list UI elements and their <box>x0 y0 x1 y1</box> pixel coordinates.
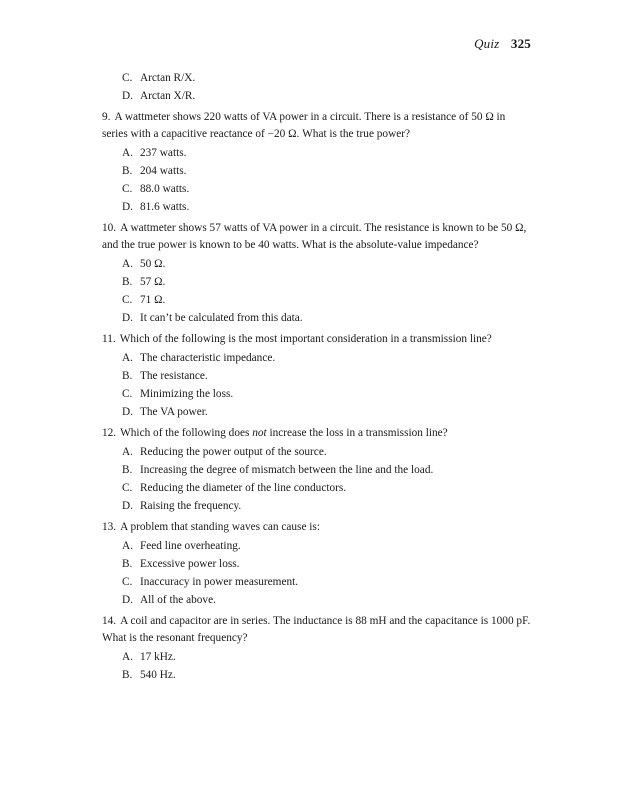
option-letter: A. <box>122 258 133 270</box>
question-number: 9. <box>102 111 111 123</box>
option-text: 237 watts. <box>140 147 187 159</box>
option-carry-c <box>102 70 532 87</box>
page-number: 325 <box>510 36 531 51</box>
option-text: Arctan R/X. <box>140 72 196 84</box>
question-text: A wattmeter shows 57 watts of VA power in a circuit. The resistance is known to be 50 Ω, and the true power is known to be 40 watts. What is the absolute-value impedance? <box>102 222 527 251</box>
q10-option-c <box>102 292 532 309</box>
option-letter: D. <box>122 90 133 102</box>
q14-option-a <box>102 649 532 666</box>
question-12 <box>102 425 532 442</box>
option-text: 50 Ω. <box>140 258 166 270</box>
question-14 <box>102 613 532 647</box>
option-letter: C. <box>122 482 133 494</box>
question-text: Which of the following is the most important consideration in a transmission line? <box>119 333 492 345</box>
option-text: Raising the frequency. <box>140 500 242 512</box>
question-text-before: Which of the following does <box>120 427 253 439</box>
option-text: The VA power. <box>140 406 208 418</box>
question-number: 14. <box>102 615 117 627</box>
option-text: 81.6 watts. <box>140 201 190 213</box>
option-letter: C. <box>122 576 133 588</box>
option-text: The resistance. <box>140 370 208 382</box>
question-text-emphasis: not <box>252 427 267 439</box>
q10-option-a <box>102 256 532 273</box>
q9-option-d <box>102 199 532 216</box>
option-text: 88.0 watts. <box>140 183 190 195</box>
option-carry-d <box>102 88 532 105</box>
option-letter: B. <box>122 464 133 476</box>
option-letter: A. <box>122 651 133 663</box>
option-letter: A. <box>122 540 133 552</box>
q9-option-b <box>102 163 532 180</box>
question-number: 11. <box>102 333 116 345</box>
option-letter: D. <box>122 312 133 324</box>
option-letter: D. <box>122 594 133 606</box>
q9-option-a <box>102 145 532 162</box>
question-text: A problem that standing waves can cause is: <box>120 521 320 533</box>
question-text: A wattmeter shows 220 watts of VA power in a circuit. There is a resistance of 50 Ω in series with a capacitive reactance of −20 Ω. What is the true power? <box>102 111 506 140</box>
question-9 <box>102 109 532 143</box>
option-letter: C. <box>122 72 133 84</box>
q14-option-b <box>102 667 532 684</box>
option-text: Excessive power loss. <box>140 558 240 570</box>
option-text: Inaccuracy in power measurement. <box>140 576 299 588</box>
option-text: 57 Ω. <box>140 276 166 288</box>
question-number: 10. <box>102 222 117 234</box>
q13-option-c <box>102 574 532 591</box>
q11-option-a <box>102 350 532 367</box>
q10-option-b <box>102 274 532 291</box>
option-letter: B. <box>122 558 133 570</box>
question-text: A coil and capacitor are in series. The inductance is 88 mH and the capacitance is 1000 pF. What is the resonant frequency? <box>102 615 531 644</box>
option-text: The characteristic impedance. <box>140 352 276 364</box>
q11-option-d <box>102 404 532 421</box>
page-header <box>474 36 531 52</box>
option-letter: D. <box>122 406 133 418</box>
option-text: 540 Hz. <box>140 669 176 681</box>
option-letter: C. <box>122 183 133 195</box>
option-text: 17 kHz. <box>140 651 176 663</box>
q13-option-b <box>102 556 532 573</box>
option-text: 204 watts. <box>140 165 187 177</box>
question-13 <box>102 519 532 536</box>
option-text: It can’t be calculated from this data. <box>140 312 303 324</box>
running-title: Quiz <box>474 36 500 51</box>
option-text: 71 Ω. <box>140 294 166 306</box>
option-text: Feed line overheating. <box>140 540 241 552</box>
q13-option-d <box>102 592 532 609</box>
quiz-content <box>102 70 532 685</box>
option-letter: C. <box>122 294 133 306</box>
option-text: Reducing the diameter of the line conductors. <box>140 482 347 494</box>
option-text: All of the above. <box>140 594 216 606</box>
option-letter: A. <box>122 446 133 458</box>
q12-option-a <box>102 444 532 461</box>
option-text: Increasing the degree of mismatch between the line and the load. <box>140 464 434 476</box>
q12-option-c <box>102 480 532 497</box>
option-letter: D. <box>122 500 133 512</box>
question-number: 13. <box>102 521 117 533</box>
option-letter: A. <box>122 147 133 159</box>
q12-option-d <box>102 498 532 515</box>
q11-option-b <box>102 368 532 385</box>
option-letter: A. <box>122 352 133 364</box>
q10-option-d <box>102 310 532 327</box>
question-text-after: increase the loss in a transmission line? <box>266 427 448 439</box>
option-letter: B. <box>122 669 133 681</box>
question-10 <box>102 220 532 254</box>
option-text: Arctan X/R. <box>140 90 196 102</box>
question-11 <box>102 331 532 348</box>
option-letter: C. <box>122 388 133 400</box>
q13-option-a <box>102 538 532 555</box>
option-letter: D. <box>122 201 133 213</box>
option-letter: B. <box>122 370 133 382</box>
option-text: Reducing the power output of the source. <box>140 446 327 458</box>
option-letter: B. <box>122 165 133 177</box>
q12-option-b <box>102 462 532 479</box>
option-text: Minimizing the loss. <box>140 388 234 400</box>
option-letter: B. <box>122 276 133 288</box>
q11-option-c <box>102 386 532 403</box>
question-number: 12. <box>102 427 117 439</box>
q9-option-c <box>102 181 532 198</box>
